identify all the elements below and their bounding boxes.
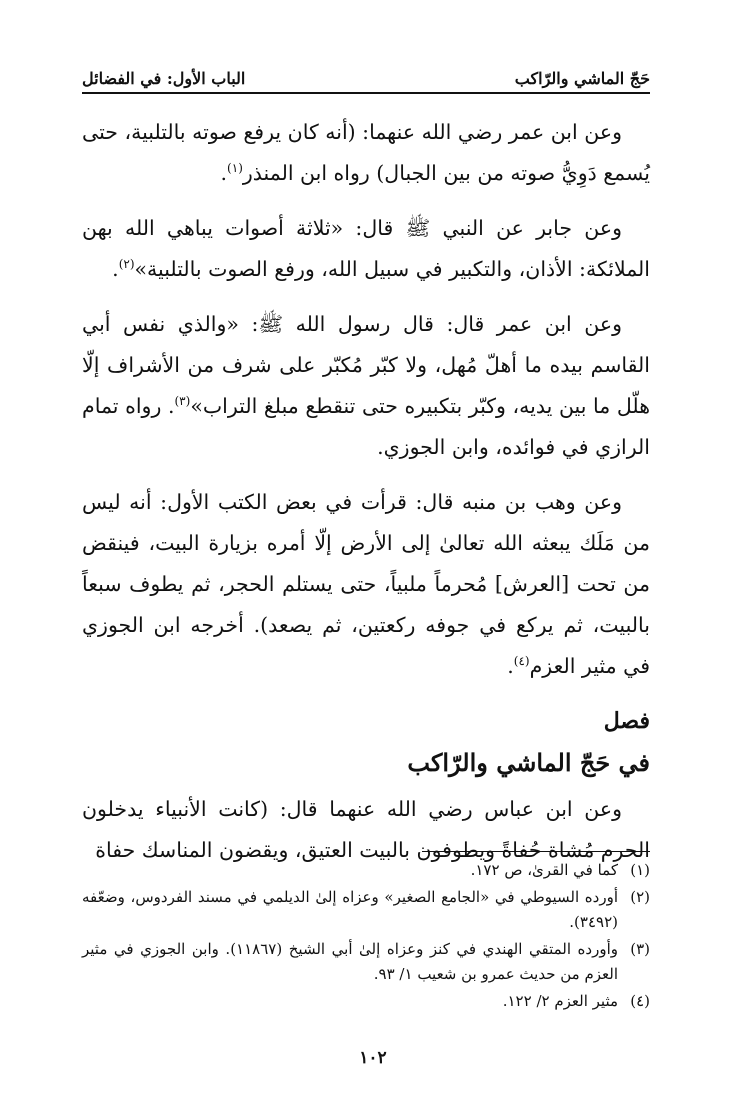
paragraph-ibn-umar-abu-al-qasim [82, 304, 650, 468]
section-label: فصل [603, 708, 650, 734]
running-header [82, 58, 650, 94]
paragraph-ibn-umar-talbiya [82, 112, 650, 194]
paragraph-jabir-three-voices [82, 208, 650, 290]
book-title: حَجّ الماشي والرّاكب [514, 69, 650, 88]
footnote-marker-4[interactable]: (٤) [513, 654, 530, 669]
paragraph-wahb-ibn-munabbih [82, 482, 650, 687]
footnote-item [82, 989, 650, 1014]
paragraph-tail: . رواه تمام الرازي في فوائده، وابن الجوزي. [82, 394, 650, 459]
footnote-item [82, 885, 650, 935]
footnote-number: (١) [630, 861, 650, 879]
section-title: في حَجّ الماشي والرّاكب [407, 748, 650, 777]
footnotes [82, 858, 650, 1016]
paragraph-tail: . [507, 654, 514, 678]
footnote-item [82, 858, 650, 883]
paragraph-text: وعن جابر عن النبي ﷺ قال: «ثلاثة أصوات يباهي الله بهن الملائكة: الأذان، والتكبير في سبيل الله، ورفع الصوت بالتلبية» [82, 216, 650, 281]
footnote-number: (٣) [630, 940, 650, 958]
chapter-title: الباب الأول: في الفضائل [82, 69, 246, 88]
footnote-text: مثير العزم ٢/ ١٢٢. [502, 992, 618, 1010]
footnote-text: كما في القرىٰ، ص ١٧٢. [470, 861, 618, 879]
paragraph-ibn-abbas: وعن ابن عباس رضي الله عنهما قال: (كانت الأنبياء يدخلون الحرم مُشاة حُفاةً ويطوفون بالبيت العتيق، ويقضون المناسك حفاة [82, 797, 650, 862]
footnote-text: أورده السيوطي في «الجامع الصغير» وعزاه إلىٰ الديلمي في مسند الفردوس، وضعّفه (٣٤٩٢). [82, 888, 618, 931]
footnote-item [82, 937, 650, 987]
paragraph-tail: . [112, 257, 119, 281]
paragraph-tail: . [220, 161, 228, 185]
page-number: ١٠٢ [359, 1048, 387, 1068]
footnote-divider [422, 851, 650, 852]
footnote-marker-2[interactable]: (٢) [118, 257, 135, 272]
footnote-text: وأورده المتقي الهندي في كنز وعزاه إلىٰ أبي الشيخ (١١٨٦٧). وابن الجوزي في مثير العزم من حديث عمرو بن شعيب ١/ ٩٣. [82, 940, 618, 983]
paragraph-text: وعن ابن عمر قال: قال رسول الله ﷺ: «والذي نفس أبي القاسم بيده ما أهلّ مُهل، ولا كبّر مُكبّر على شرف من الأشراف إلّا هلّل ما بين يديه، وكبّر بتكبيره حتى تنقطع مبلغ التراب» [82, 312, 651, 418]
footnote-number: (٤) [630, 992, 650, 1010]
footnote-number: (٢) [630, 888, 650, 906]
footnote-marker-1[interactable]: (١) [227, 161, 243, 176]
paragraph-text: وعن وهب بن منبه قال: قرأت في بعض الكتب الأول: أنه ليس من مَلَك يبعثه الله تعالىٰ إلى الأرض إلّا أمره بزيارة البيت، فينقض من تحت [العرش] مُحرماً ملبياً، حتى يستلم الحجر، ثم يطوف سبعاً بالبيت، ثم يركع في جوفه ركعتين، ثم يصعد). أخرجه ابن الجوزي في مثير العزم [82, 490, 650, 678]
paragraph-text: وعن ابن عمر رضي الله عنهما: (أنه كان يرفع صوته بالتلبية، حتى يُسمع دَوِيُّ صوته من بين الجبال) رواه ابن المنذر [82, 120, 650, 185]
body-text [82, 112, 650, 885]
footnote-marker-3[interactable]: (٣) [174, 394, 191, 409]
